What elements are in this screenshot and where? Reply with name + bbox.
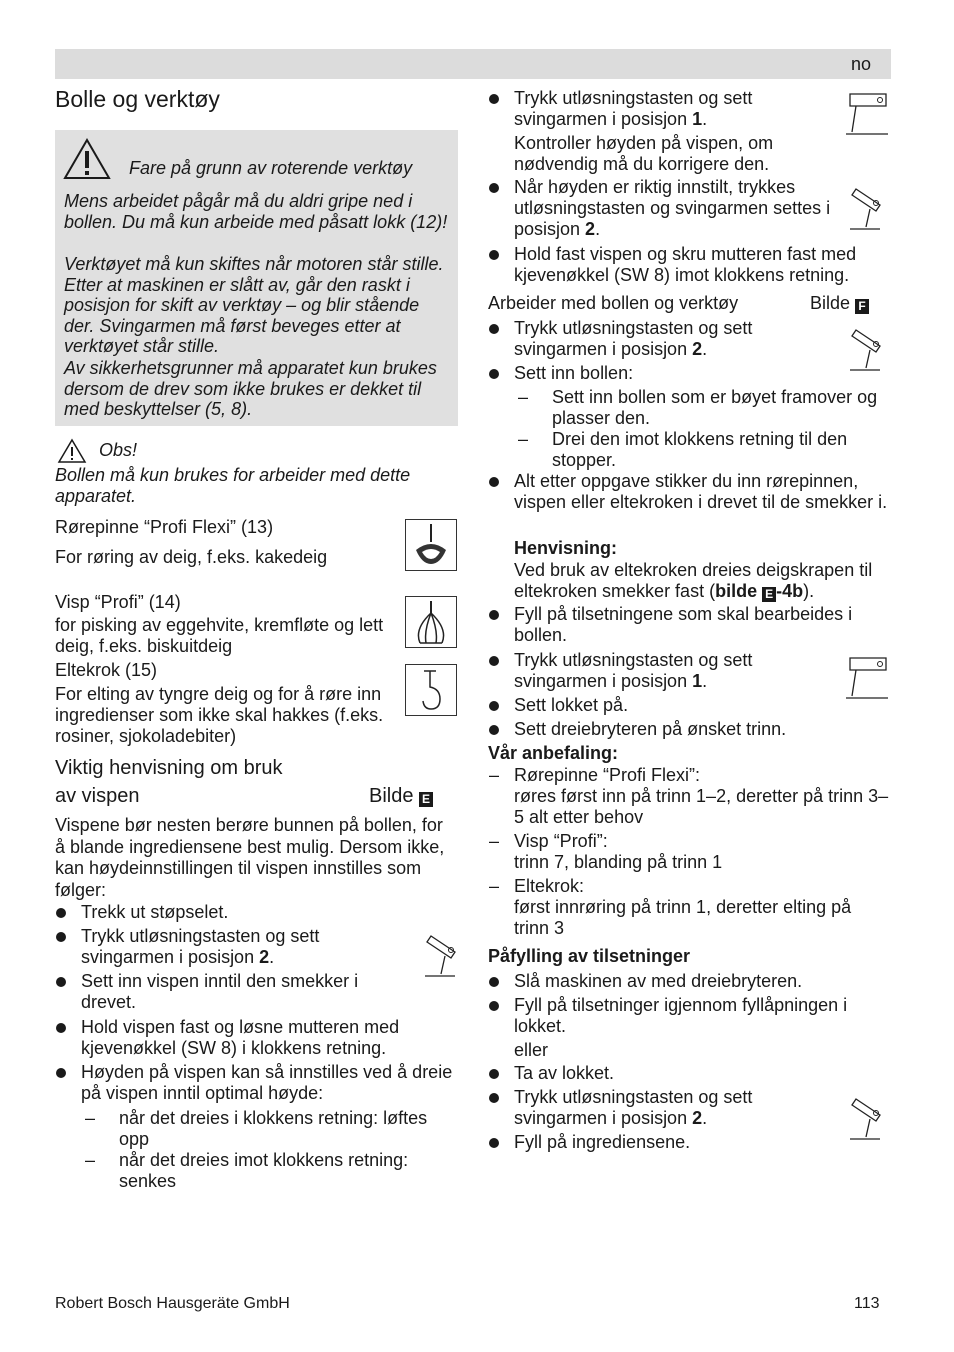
pafylling-bullet-2: Fyll på tilsetninger igjennom fyllåpningen i lokket. — [488, 995, 859, 1037]
anbefaling-text: røres først inn på trinn 1–2, deretter på trinn 3–5 alt etter behov — [514, 786, 889, 827]
warning-triangle-icon — [63, 138, 111, 180]
anbefaling-label: Rørepinne “Profi Flexi”: — [514, 765, 701, 785]
mixer-arm-down-icon — [842, 88, 890, 136]
viktig-bullet-4: Hold vispen fast og løsne mutteren med kjevenøkkel (SW 8) i klokkens retning. — [55, 1017, 456, 1059]
pafylling-bullet-1: Slå maskinen av med dreiebryteren. — [488, 971, 894, 992]
bullet-text: Trykk utløsningstasten og sett svingarmen i posisjon — [514, 1087, 753, 1128]
henvisning-heading: Henvisning: — [514, 538, 618, 558]
viktig-dash-1: – når det dreies i klokkens retning: løftes opp — [85, 1108, 428, 1149]
viktig-bullet-3: Sett inn vispen inntil den smekker i drevet. — [55, 971, 401, 1013]
bilde-label: Bilde — [369, 785, 414, 807]
pafylling-bullet-4: Trykk utløsningstasten og sett svingarmen i posisjon 2. — [488, 1087, 814, 1129]
viktig-dash-2: – når det dreies imot klokkens retning: senkes — [85, 1150, 409, 1191]
bullet-text: Trykk utløsningstasten og sett svingarmen i posisjon — [81, 926, 320, 967]
bilde-letter: F — [855, 299, 869, 314]
right-bullet-3: Hold fast vispen og skru mutteren fast med kjevenøkkel (SW 8) imot klokkens retning. — [488, 244, 894, 286]
warning-heading: Fare på grunn av roterende verktøy — [129, 158, 413, 178]
position-number: 2 — [259, 947, 270, 967]
dash-text: Sett inn bollen som er bøyet framover og plasser den. — [552, 387, 878, 428]
arbeider-bullet-6: Sett lokket på. — [488, 695, 894, 716]
language-code: no — [850, 54, 871, 74]
right-bullet-2: Når høyden er riktig innstilt, trykkes utløsningstasten og svingarmen settes i posisjon 2. — [488, 177, 854, 240]
anbefaling-text: trinn 7, blanding på trinn 1 — [514, 852, 723, 872]
viktig-heading-1: Viktig henvisning om bruk — [55, 757, 283, 779]
bilde-label: Bilde — [810, 293, 851, 313]
obs-text: Bollen må kun brukes for arbeider med dette apparatet. — [55, 465, 411, 506]
dough-hook-icon — [405, 664, 457, 716]
viktig-bilde-ref — [369, 784, 433, 808]
warning-box — [55, 130, 458, 426]
anbefaling-text: først innrøring på trinn 1, deretter elting på trinn 3 — [514, 897, 852, 938]
obs-heading: Obs! — [99, 440, 138, 460]
viktig-bullet-1: Trekk ut støpselet. — [55, 902, 461, 923]
whisk-icon — [405, 596, 457, 648]
page-title: Bolle og verktøy — [55, 86, 220, 112]
page-number: 113 — [854, 1295, 880, 1312]
caution-triangle-icon — [57, 438, 87, 464]
henvisning-body: Ved bruk av eltekroken dreies deigskrapen til eltekroken smekker fast ( — [514, 560, 873, 601]
anbefaling-heading: Vår anbefaling: — [488, 743, 619, 763]
tool-desc-visp: for pisking av eggehvite, kremfløte og lett deig, f.eks. biskuitdeig — [55, 615, 384, 656]
arbeider-bullet-7: Sett dreiebryteren på ønsket trinn. — [488, 719, 894, 740]
arbeider-bullet-1: Trykk utløsningstasten og sett svingarmen i posisjon 2. — [488, 318, 814, 360]
anbefaling-label: Visp “Profi”: — [514, 831, 608, 851]
warning-text-3: Av sikkerhetsgrunner må apparatet kun brukes dersom de drev som ikke brukes er dekket til med beskyttelser (5, 8). — [64, 358, 437, 420]
tool-name-visp: Visp “Profi” (14) — [55, 592, 181, 612]
tool-name-eltekrok: Eltekrok (15) — [55, 660, 158, 680]
viktig-bullet-5: Høyden på vispen kan så innstilles ved å dreie på vispen inntil optimal høyde: — [55, 1062, 456, 1104]
dash-text: når det dreies imot klokkens retning: senkes — [119, 1150, 409, 1191]
arbeider-bullet-3: Alt etter oppgave stikker du inn rørepinnen, vispen eller eltekroken i drevet til de smekker i. — [488, 471, 894, 513]
henvisning-bilde: bilde — [715, 581, 758, 601]
bullet-text: Trykk utløsningstasten og sett svingarmen i posisjon — [514, 318, 753, 359]
dash-text: Drei den imot klokkens retning til den stopper. — [552, 429, 848, 470]
anbefaling-label: Eltekrok: — [514, 876, 585, 896]
bullet-text: Trykk utløsningstasten og sett svingarmen i posisjon — [514, 650, 753, 691]
mixer-arm-up-icon — [846, 183, 894, 231]
viktig-bullet-2: Trykk utløsningstasten og sett svingarmen i posisjon 2. — [55, 926, 371, 968]
anbefaling-item-2: – Visp “Profi”: trinn 7, blanding på trinn 1 — [489, 831, 723, 872]
tool-desc-eltekrok: For elting av tyngre deig og for å røre inn ingredienser som ikke skal hakkes (f.eks. rosiner, sjokoladebiter) — [55, 684, 384, 746]
arbeider-dash-1: – Sett inn bollen som er bøyet framover og plasser den. — [518, 387, 878, 428]
anbefaling-item-3: – Eltekrok: først innrøring på trinn 1, deretter elting på trinn 3 — [489, 876, 852, 938]
dash-text: når det dreies i klokkens retning: løftes opp — [119, 1108, 428, 1149]
henvisning-end: ). — [803, 581, 815, 601]
bullet-text: Trykk utløsningstasten og sett svingarmen i posisjon — [514, 88, 753, 129]
arbeider-bilde-ref — [810, 293, 869, 314]
warning-text-1: Mens arbeidet pågår må du aldri gripe ned i bollen. Du må kun arbeide med påsatt lokk (12)! — [64, 191, 448, 232]
arbeider-bullet-2: Sett inn bollen: — [488, 363, 894, 384]
pafylling-eller: eller — [514, 1040, 549, 1060]
bullet-text: Når høyden er riktig innstilt, trykkes utløsningstasten og svingarmen settes i posisjon — [514, 177, 831, 239]
position-number: 2 — [692, 1108, 703, 1128]
mixer-arm-down-icon — [842, 652, 890, 700]
viktig-heading-2: av vispen — [55, 785, 140, 807]
henvisning-ref: -4b — [776, 581, 804, 601]
footer-company: Robert Bosch Hausgeräte GmbH — [55, 1295, 290, 1312]
position-number: 1 — [692, 109, 703, 129]
warning-text-2: Verktøyet må kun skiftes når motoren står stille. Etter at maskinen er slått av, går den raskt i posisjon for skift av verktøy – og blir stående der. Svingarmen må først beveges etter at verktøyet står stille. — [64, 254, 444, 357]
arbeider-bullet-4: Fyll på tilsetningene som skal bearbeides i bollen. — [488, 604, 884, 646]
bilde-letter: E — [762, 587, 776, 602]
bilde-letter: E — [419, 792, 433, 807]
right-bullet-1-note: Kontroller høyden på vispen, om nødvendig må du korrigere den. — [514, 133, 774, 174]
header-bar — [55, 49, 891, 79]
henvisning-text — [514, 560, 894, 602]
position-number: 2 — [585, 219, 596, 239]
position-number: 1 — [692, 671, 703, 691]
viktig-intro: Vispene bør nesten berøre bunnen på bollen, for å blande ingrediensene best mulig. Dersom ikke, kan høydeinnstillingen til vispen innstilles som følger: — [55, 815, 445, 901]
arbeider-heading: Arbeider med bollen og verktøy — [488, 293, 739, 313]
tool-desc-flexi: For røring av deig, f.eks. kakedeig — [55, 547, 328, 567]
tool-name-flexi: Rørepinne “Profi Flexi” (13) — [55, 517, 274, 537]
anbefaling-item-1: – Rørepinne “Profi Flexi”: røres først inn på trinn 1–2, deretter på trinn 3–5 alt etter behov — [489, 765, 889, 827]
arbeider-dash-2: – Drei den imot klokkens retning til den stopper. — [518, 429, 848, 470]
flexi-beater-icon — [405, 519, 457, 571]
mixer-arm-up-icon — [421, 930, 469, 978]
position-number: 2 — [692, 339, 703, 359]
pafylling-bullet-3: Ta av lokket. — [488, 1063, 894, 1084]
right-bullet-1: Trykk utløsningstasten og sett svingarmen i posisjon 1. — [488, 88, 814, 130]
arbeider-bullet-5: Trykk utløsningstasten og sett svingarmen i posisjon 1. — [488, 650, 814, 692]
pafylling-bullet-5: Fyll på ingrediensene. — [488, 1132, 894, 1153]
pafylling-heading: Påfylling av tilsetninger — [488, 946, 691, 966]
